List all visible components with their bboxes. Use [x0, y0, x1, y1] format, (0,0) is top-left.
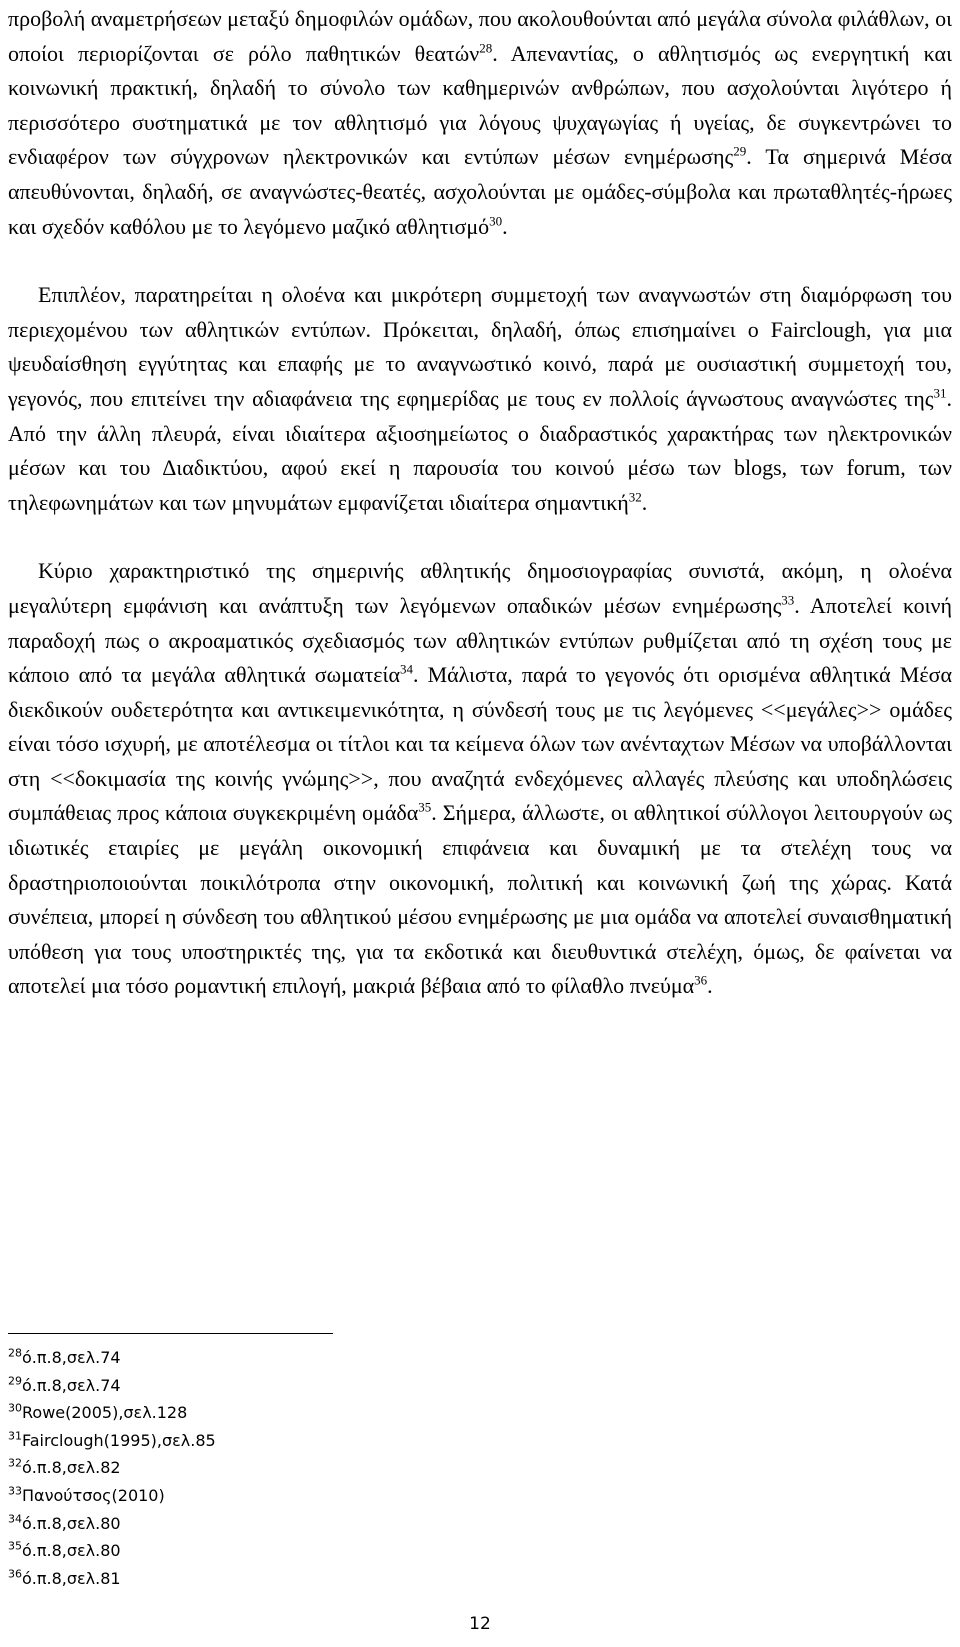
footnote-number: 36 [8, 1567, 22, 1581]
footnote-number: 35 [8, 1539, 22, 1553]
footnote [8, 1565, 608, 1593]
paragraph-2 [8, 278, 952, 520]
footnote-number: 32 [8, 1457, 22, 1471]
footnote [8, 1537, 608, 1565]
paragraph-text: . Μάλιστα, παρά το γεγονός ότι ορισμένα αθλητικά Μέσα διεκδικούν ουδετερότητα και αντικειμενικότητα, η σύνδεσή τους με τις λεγόμενες <<μεγάλες>> ομάδες είναι τόσο ισχυρή, με αποτέλεσμα οι τίτλοι και τα κείμενα όλων των ανένταχτων Μέσων να υποβάλλονται στη <<δοκιμασία της κοινής γνώμης>>, που αναζητά ενδεχόμενες αλλαγές πλεύσης και υποδηλώσεις συμπάθειας προς κάποια συγκεκριμένη ομάδα [8, 662, 952, 826]
footnote-text: ό.π.8,σελ.74 [22, 1348, 121, 1367]
footnote-number: 30 [8, 1401, 22, 1415]
paragraph-text: . Τα σημερινά Μέσα απευθύνονται, δηλαδή, σε αναγνώστες-θεατές, ασχολούνται με ομάδες-σύμβολα και πρωταθλητές-ήρωες και σχεδόν καθόλου με το λεγόμενο μαζικό αθλητισμό [8, 144, 952, 239]
footnote-reference: 33 [781, 592, 795, 608]
paragraph-text: . [641, 489, 648, 515]
footnote-reference: 29 [733, 144, 747, 160]
footnote-reference: 30 [489, 213, 503, 229]
paragraph-text: . Σήμερα, άλλωστε, οι αθλητικοί σύλλογοι λειτουργούν ως ιδιωτικές εταιρίες με μεγάλη οικονομική επιφάνεια και δυναμική με τα στελέχη τους να δραστηριοποιούνται ποικιλότροπα στην οικονομική, πολιτική και κοινωνική ζωή της χώρας. Κατά συνέπεια, μπορεί η σύνδεση του αθλητικού μέσου ενημέρωσης με μια ομάδα να αποτελεί συναισθηματική υπόθεση για τους υποστηρικτές της, για τα εκδοτικά και διευθυντικά στελέχη, όμως, δε φαίνεται να αποτελεί μια τόσο ρομαντική επιλογή, μακριά βέβαια από το φίλαθλο πνεύμα [8, 800, 952, 999]
footnote-text: Πανούτσος(2010) [22, 1485, 165, 1505]
footnote-reference: 31 [933, 385, 947, 401]
footnote-number: 28 [8, 1346, 22, 1360]
paragraph-text: Κύριο χαρακτηριστικό της σημερινής αθλητικής δημοσιογραφίας συνιστά, ακόμη, η ολοένα μεγαλύτερη εμφάνιση και ανάπτυξη των λεγόμενων οπαδικών μέσων ενημέρωσης [8, 558, 952, 618]
footnote [8, 1510, 608, 1538]
paragraph-text: . Απεναντίας, ο αθλητισμός ως ενεργητική και κοινωνική πρακτική, δηλαδή το σύνολο των καθημερινών ανθρώπων, που ασχολούνται λιγότερο ή περισσότερο συστηματικά με τον αθλητισμό για λόγους ψυχαγωγίας ή υγείας, δε συγκεντρώνει το ενδιαφέρον των σύγχρονων ηλεκτρονικών και εντύπων μέσων ενημέρωσης [8, 40, 952, 170]
footnote-number: 31 [8, 1429, 22, 1443]
footnote [8, 1454, 608, 1482]
footnote [8, 1482, 608, 1510]
footnote-reference: 35 [418, 800, 432, 816]
footnote-text: ό.π.8,σελ.80 [22, 1513, 121, 1533]
footnote-text: Rowe(2005),σελ.128 [22, 1403, 188, 1423]
footnote-text: ό.π.8,σελ.80 [22, 1541, 121, 1561]
paragraph-1 [8, 2, 952, 244]
footnote-reference: 34 [399, 661, 413, 677]
footnote [8, 1372, 608, 1400]
footnote-text: ό.π.8,σελ.82 [22, 1458, 121, 1478]
paragraph-text: προβολή αναμετρήσεων μεταξύ δημοφιλών ομάδων, που ακολουθούνται από μεγάλα σύνολα φιλάθλων, οι οποίοι περιορίζονται σε ρόλο παθητικών θεατών [8, 6, 952, 66]
footnote-number: 29 [8, 1374, 22, 1388]
footnote-separator [8, 1333, 333, 1334]
paragraph-text: Επιπλέον, παρατηρείται η ολοένα και μικρότερη συμμετοχή των αναγνωστών στη διαμόρφωση του περιεχομένου των αθλητικών εντύπων. Πρόκειται, δηλαδή, όπως επισημαίνει ο Fairclough, για μια ψευδαίσθηση εγγύτητας και επαφής με το αναγνωστικό κοινό, παρά με ουσιαστική συμμετοχή του, γεγονός, που επιτείνει την αδιαφάνεια της εφημερίδας με τους εν πολλοίς άγνωστους αναγνώστες της [8, 282, 952, 411]
footnote-text: ό.π.8,σελ.81 [22, 1568, 121, 1588]
footnote-number: 34 [8, 1512, 22, 1526]
footnote-text: Fairclough(1995),σελ.85 [22, 1430, 216, 1450]
page-number: 12 [469, 1614, 491, 1634]
footnote [8, 1344, 608, 1372]
footnote [8, 1399, 608, 1427]
footnotes-list [8, 1344, 608, 1592]
footnote-reference: 36 [694, 973, 708, 989]
body-text [8, 2, 952, 1038]
paragraph-text: . Αποτελεί κοινή παραδοχή πως ο ακροαματικός σχεδιασμός των αθλητικών εντύπων ρυθμίζεται από τη σχέση τους με κάποιο από τα μεγάλα αθλητικά σωματεία [8, 592, 952, 688]
footnote-number: 33 [8, 1484, 22, 1498]
paragraph-text: . [502, 213, 508, 239]
paragraph-text: . Από την άλλη πλευρά, είναι ιδιαίτερα αξιοσημείωτος ο διαδραστικός χαρακτήρας των ηλεκτρονικών μέσων και του Διαδικτύου, αφού εκεί η παρουσία του κοινού μέσω των blogs, των forum, των τηλεφωνημάτων και των μηνυμάτων εμφανίζεται ιδιαίτερα σημαντική [8, 385, 952, 515]
paragraph-text: . [707, 973, 713, 999]
footnote-reference: 32 [628, 489, 642, 505]
footnote [8, 1427, 608, 1455]
paragraph-3 [8, 554, 952, 1004]
footnote-reference: 28 [479, 40, 493, 56]
footnote-text: ό.π.8,σελ.74 [22, 1375, 121, 1395]
